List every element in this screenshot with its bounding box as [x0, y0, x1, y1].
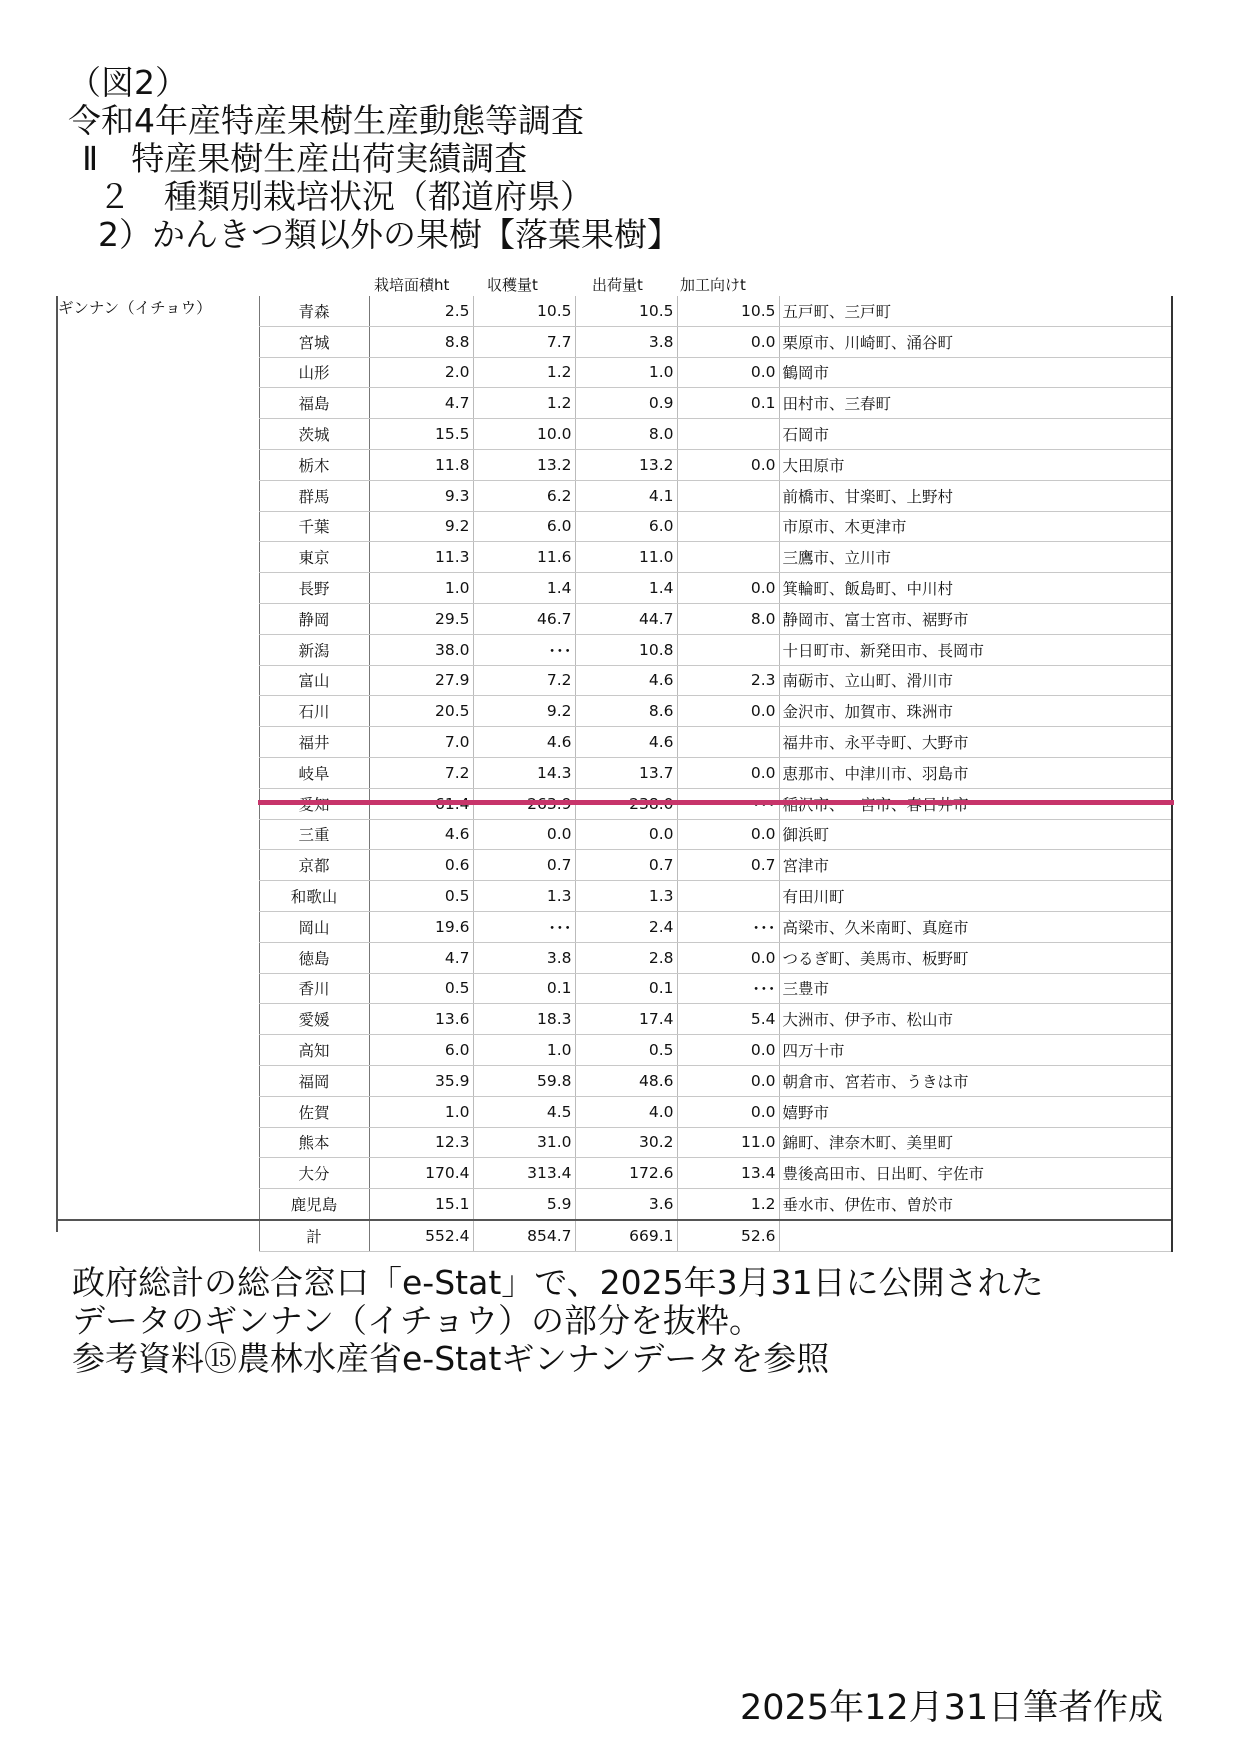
processing-cell: 11.0 [677, 1127, 779, 1158]
processing-cell [677, 511, 779, 542]
area-cell: 0.5 [369, 973, 473, 1004]
municipalities-cell: 前橋市、甘楽町、上野村 [779, 480, 1172, 511]
table-row [56, 1065, 1172, 1096]
prefecture-cell: 栃木 [259, 449, 369, 480]
table-row [56, 911, 1172, 942]
municipalities-cell: 福井市、永平寺町、大野市 [779, 727, 1172, 758]
processing-cell: 5.4 [677, 1004, 779, 1035]
area-cell: 2.0 [369, 357, 473, 388]
municipalities-cell: 四万十市 [779, 1035, 1172, 1066]
prefecture-cell: 高知 [259, 1035, 369, 1066]
author-date: 2025年12月31日筆者作成 [740, 1688, 1164, 1728]
area-cell: 7.2 [369, 757, 473, 788]
municipalities-cell: 鶴岡市 [779, 357, 1172, 388]
processing-cell: 10.5 [677, 296, 779, 326]
prefecture-cell: 岡山 [259, 911, 369, 942]
processing-cell: 8.0 [677, 603, 779, 634]
crop-name-cell [56, 788, 259, 819]
table-row [56, 819, 1172, 850]
prefecture-cell: 山形 [259, 357, 369, 388]
note-line-2: データのギンナン（イチョウ）の部分を抜粋。 [72, 1301, 763, 1340]
prefecture-cell: 福岡 [259, 1065, 369, 1096]
harvest-cell: 0.7 [473, 850, 575, 881]
shipment-cell: 11.0 [575, 542, 677, 573]
municipalities-cell: 十日町市、新発田市、長岡市 [779, 634, 1172, 665]
area-cell: 170.4 [369, 1158, 473, 1189]
table-row [56, 757, 1172, 788]
total-municipalities-cell [779, 1220, 1172, 1251]
municipalities-cell: 南砺市、立山町、滑川市 [779, 665, 1172, 696]
harvest-cell: 0.1 [473, 973, 575, 1004]
prefecture-cell: 岐阜 [259, 757, 369, 788]
harvest-cell: 3.8 [473, 942, 575, 973]
processing-cell: 0.0 [677, 942, 779, 973]
table-row [56, 326, 1172, 357]
area-cell: 4.7 [369, 942, 473, 973]
note-line-1: 政府総計の総合窓口「e-Stat」で、2025年3月31日に公開された [72, 1263, 1044, 1302]
municipalities-cell: 三鷹市、立川市 [779, 542, 1172, 573]
crop-name-cell [56, 573, 259, 604]
shipment-cell: 30.2 [575, 1127, 677, 1158]
harvest-cell: 10.5 [473, 296, 575, 326]
harvest-cell: 1.2 [473, 388, 575, 419]
municipalities-cell: 朝倉市、宮若市、うきは市 [779, 1065, 1172, 1096]
shipment-cell: 3.8 [575, 326, 677, 357]
table-row [56, 1035, 1172, 1066]
processing-cell [677, 419, 779, 450]
harvest-cell: 313.4 [473, 1158, 575, 1189]
prefecture-cell: 石川 [259, 696, 369, 727]
prefecture-cell: 徳島 [259, 942, 369, 973]
area-cell: 38.0 [369, 634, 473, 665]
shipment-cell: 1.4 [575, 573, 677, 604]
prefecture-cell: 京都 [259, 850, 369, 881]
crop-name-cell [56, 1065, 259, 1096]
table-row [56, 542, 1172, 573]
crop-name-cell [56, 757, 259, 788]
prefecture-cell: 富山 [259, 665, 369, 696]
processing-cell: 0.0 [677, 326, 779, 357]
prefecture-cell: 静岡 [259, 603, 369, 634]
processing-cell: 1.2 [677, 1189, 779, 1220]
processing-cell: 0.0 [677, 1096, 779, 1127]
municipalities-cell: 宮津市 [779, 850, 1172, 881]
shipment-cell: 2.4 [575, 911, 677, 942]
crop-name-cell [56, 634, 259, 665]
area-cell: 13.6 [369, 1004, 473, 1035]
crop-name-cell [56, 388, 259, 419]
prefecture-cell: 宮城 [259, 326, 369, 357]
processing-cell: ･･･ [677, 911, 779, 942]
table-row [56, 388, 1172, 419]
crop-name-cell [56, 1096, 259, 1127]
table-row [56, 665, 1172, 696]
prefecture-cell: 和歌山 [259, 881, 369, 912]
harvest-cell: ･･･ [473, 634, 575, 665]
processing-cell: 0.0 [677, 1035, 779, 1066]
area-cell: 1.0 [369, 1096, 473, 1127]
processing-cell: 0.0 [677, 1065, 779, 1096]
area-cell: 0.5 [369, 881, 473, 912]
crop-name-cell [56, 326, 259, 357]
municipalities-cell: つるぎ町、美馬市、板野町 [779, 942, 1172, 973]
shipment-cell: 4.6 [575, 665, 677, 696]
crop-name-cell [56, 419, 259, 450]
table-row [56, 634, 1172, 665]
harvest-cell: 13.2 [473, 449, 575, 480]
area-cell: 8.8 [369, 326, 473, 357]
shipment-cell: 1.3 [575, 881, 677, 912]
shipment-cell: 2.8 [575, 942, 677, 973]
processing-cell: 0.0 [677, 573, 779, 604]
shipment-cell: 17.4 [575, 1004, 677, 1035]
area-cell: 29.5 [369, 603, 473, 634]
crop-name-cell [56, 480, 259, 511]
harvest-cell: 7.2 [473, 665, 575, 696]
shipment-cell: 3.6 [575, 1189, 677, 1220]
harvest-cell: 14.3 [473, 757, 575, 788]
harvest-cell: 1.0 [473, 1035, 575, 1066]
area-cell: 4.7 [369, 388, 473, 419]
table-row [56, 973, 1172, 1004]
municipalities-cell: 垂水市、伊佐市、曽於市 [779, 1189, 1172, 1220]
harvest-cell: 1.2 [473, 357, 575, 388]
data-table [56, 296, 1172, 1252]
area-cell: 9.2 [369, 511, 473, 542]
crop-name-cell [56, 973, 259, 1004]
crop-name-cell [56, 696, 259, 727]
crop-name-cell [56, 850, 259, 881]
total-area-cell: 552.4 [369, 1220, 473, 1251]
shipment-cell: 0.1 [575, 973, 677, 1004]
processing-cell: 0.7 [677, 850, 779, 881]
crop-name-cell [56, 542, 259, 573]
crop-name-cell [56, 881, 259, 912]
municipalities-cell: 栗原市、川崎町、涌谷町 [779, 326, 1172, 357]
harvest-cell: 31.0 [473, 1127, 575, 1158]
crop-name-cell [56, 1004, 259, 1035]
crop-name-cell [56, 942, 259, 973]
prefecture-cell: 千葉 [259, 511, 369, 542]
processing-cell: 0.0 [677, 696, 779, 727]
harvest-cell: 1.3 [473, 881, 575, 912]
municipalities-cell: 市原市、木更津市 [779, 511, 1172, 542]
crop-name-cell [56, 603, 259, 634]
processing-cell: 0.0 [677, 819, 779, 850]
processing-cell [677, 634, 779, 665]
crop-name-cell [56, 1035, 259, 1066]
area-cell: 27.9 [369, 665, 473, 696]
municipalities-cell: 有田川町 [779, 881, 1172, 912]
municipalities-cell: 大洲市、伊予市、松山市 [779, 1004, 1172, 1035]
municipalities-cell: 大田原市 [779, 449, 1172, 480]
harvest-cell: 9.2 [473, 696, 575, 727]
survey-title: 令和4年産特産果樹生産動態等調査 [68, 101, 584, 140]
shipment-cell: 1.0 [575, 357, 677, 388]
shipment-cell: 8.0 [575, 419, 677, 450]
crop-name-cell: ギンナン（イチョウ） [58, 299, 212, 317]
area-cell: 11.3 [369, 542, 473, 573]
total-shipment-cell: 669.1 [575, 1220, 677, 1251]
table-row [56, 511, 1172, 542]
area-cell: 35.9 [369, 1065, 473, 1096]
prefecture-cell: 福島 [259, 388, 369, 419]
header-area: 栽培面積ht [374, 276, 450, 294]
processing-cell [677, 480, 779, 511]
harvest-cell: 46.7 [473, 603, 575, 634]
prefecture-cell: 鹿児島 [259, 1189, 369, 1220]
note-line-3: 参考資料⑮農林水産省e-Statギンナンデータを参照 [72, 1339, 830, 1378]
processing-cell [677, 881, 779, 912]
crop-name-cell [56, 357, 259, 388]
prefecture-cell: 佐賀 [259, 1096, 369, 1127]
shipment-cell: 8.6 [575, 696, 677, 727]
crop-name-cell [56, 511, 259, 542]
shipment-cell: 13.2 [575, 449, 677, 480]
harvest-cell: 18.3 [473, 1004, 575, 1035]
prefecture-cell: 香川 [259, 973, 369, 1004]
table-row [56, 1004, 1172, 1035]
highlight-line [258, 800, 1174, 805]
harvest-cell: 4.5 [473, 1096, 575, 1127]
harvest-cell: 11.6 [473, 542, 575, 573]
harvest-cell: 5.9 [473, 1189, 575, 1220]
processing-cell [677, 542, 779, 573]
figure-label: （図2） [68, 63, 188, 102]
shipment-cell: 4.0 [575, 1096, 677, 1127]
crop-name-cell [56, 1127, 259, 1158]
area-cell: 15.5 [369, 419, 473, 450]
crop-name-cell [56, 1220, 259, 1251]
subsection-title: ２ 種類別栽培状況（都道府県） [98, 177, 593, 216]
area-cell: 19.6 [369, 911, 473, 942]
municipalities-cell: 嬉野市 [779, 1096, 1172, 1127]
table-row [56, 727, 1172, 758]
shipment-cell: 4.1 [575, 480, 677, 511]
shipment-cell: 13.7 [575, 757, 677, 788]
municipalities-cell: 三豊市 [779, 973, 1172, 1004]
prefecture-cell: 三重 [259, 819, 369, 850]
area-cell: 2.5 [369, 296, 473, 326]
area-cell: 9.3 [369, 480, 473, 511]
area-cell: 1.0 [369, 573, 473, 604]
prefecture-cell: 愛媛 [259, 1004, 369, 1035]
harvest-cell: 59.8 [473, 1065, 575, 1096]
area-cell: 4.6 [369, 819, 473, 850]
processing-cell: 13.4 [677, 1158, 779, 1189]
processing-cell: 0.0 [677, 757, 779, 788]
processing-cell [677, 727, 779, 758]
table-row [56, 480, 1172, 511]
harvest-cell: 6.2 [473, 480, 575, 511]
shipment-cell: 0.5 [575, 1035, 677, 1066]
municipalities-cell: 石岡市 [779, 419, 1172, 450]
area-cell: 7.0 [369, 727, 473, 758]
table-row [56, 357, 1172, 388]
harvest-cell: 7.7 [473, 326, 575, 357]
prefecture-cell: 東京 [259, 542, 369, 573]
table-row [56, 573, 1172, 604]
header-harvest: 収穫量t [487, 276, 538, 294]
shipment-cell: 10.5 [575, 296, 677, 326]
municipalities-cell: 金沢市、加賀市、珠洲市 [779, 696, 1172, 727]
total-harvest-cell: 854.7 [473, 1220, 575, 1251]
shipment-cell: 0.7 [575, 850, 677, 881]
processing-cell: 0.0 [677, 449, 779, 480]
shipment-cell: 10.8 [575, 634, 677, 665]
table-row [56, 1158, 1172, 1189]
municipalities-cell: 御浜町 [779, 819, 1172, 850]
harvest-cell: 1.4 [473, 573, 575, 604]
table-row [56, 942, 1172, 973]
prefecture-cell: 群馬 [259, 480, 369, 511]
source-note [72, 1264, 1044, 1378]
table-row [56, 296, 1172, 326]
municipalities-cell: 高梁市、久米南町、真庭市 [779, 911, 1172, 942]
prefecture-cell: 長野 [259, 573, 369, 604]
table-row [56, 449, 1172, 480]
table-row [56, 850, 1172, 881]
prefecture-cell: 青森 [259, 296, 369, 326]
harvest-cell: 4.6 [473, 727, 575, 758]
municipalities-cell: 田村市、三春町 [779, 388, 1172, 419]
table-row [56, 1127, 1172, 1158]
municipalities-cell: 静岡市、富士宮市、裾野市 [779, 603, 1172, 634]
shipment-cell: 44.7 [575, 603, 677, 634]
crop-name-cell [56, 665, 259, 696]
harvest-cell: 0.0 [473, 819, 575, 850]
table-row [56, 603, 1172, 634]
processing-cell: 2.3 [677, 665, 779, 696]
total-label-cell: 計 [259, 1220, 369, 1251]
harvest-cell: 10.0 [473, 419, 575, 450]
table-row [56, 419, 1172, 450]
crop-name-cell [56, 1158, 259, 1189]
total-row [56, 1220, 1172, 1251]
shipment-cell: 0.0 [575, 819, 677, 850]
harvest-cell: ･･･ [473, 911, 575, 942]
shipment-cell: 4.6 [575, 727, 677, 758]
processing-cell: 0.0 [677, 357, 779, 388]
header-shipment: 出荷量t [592, 276, 643, 294]
area-cell: 20.5 [369, 696, 473, 727]
processing-cell: 0.1 [677, 388, 779, 419]
processing-cell: ･･･ [677, 973, 779, 1004]
municipalities-cell: 箕輪町、飯島町、中川村 [779, 573, 1172, 604]
crop-name-cell [56, 449, 259, 480]
prefecture-cell: 福井 [259, 727, 369, 758]
category-title: 2）かんきつ類以外の果樹【落葉果樹】 [98, 215, 680, 254]
table-row [56, 696, 1172, 727]
crop-name-cell [56, 1189, 259, 1220]
shipment-cell: 0.9 [575, 388, 677, 419]
crop-name-cell [56, 911, 259, 942]
table-row [56, 881, 1172, 912]
prefecture-cell: 新潟 [259, 634, 369, 665]
table-left-border [56, 296, 58, 1232]
prefecture-cell: 茨城 [259, 419, 369, 450]
crop-name-cell [56, 819, 259, 850]
table-row [56, 1096, 1172, 1127]
title-block [68, 64, 680, 254]
harvest-cell: 6.0 [473, 511, 575, 542]
total-processing-cell: 52.6 [677, 1220, 779, 1251]
shipment-cell: 48.6 [575, 1065, 677, 1096]
prefecture-cell: 大分 [259, 1158, 369, 1189]
area-cell: 11.8 [369, 449, 473, 480]
area-cell: 15.1 [369, 1189, 473, 1220]
ginkgo-data-table [56, 296, 1172, 1246]
prefecture-cell: 熊本 [259, 1127, 369, 1158]
municipalities-cell: 五戸町、三戸町 [779, 296, 1172, 326]
municipalities-cell: 錦町、津奈木町、美里町 [779, 1127, 1172, 1158]
shipment-cell: 6.0 [575, 511, 677, 542]
area-cell: 6.0 [369, 1035, 473, 1066]
area-cell: 12.3 [369, 1127, 473, 1158]
header-processing: 加工向けt [680, 276, 746, 294]
area-cell: 0.6 [369, 850, 473, 881]
table-row [56, 1189, 1172, 1220]
municipalities-cell: 恵那市、中津川市、羽島市 [779, 757, 1172, 788]
municipalities-cell: 豊後高田市、日出町、宇佐市 [779, 1158, 1172, 1189]
crop-name-cell [56, 727, 259, 758]
section-title: Ⅱ 特産果樹生産出荷実績調査 [82, 139, 528, 178]
shipment-cell: 172.6 [575, 1158, 677, 1189]
